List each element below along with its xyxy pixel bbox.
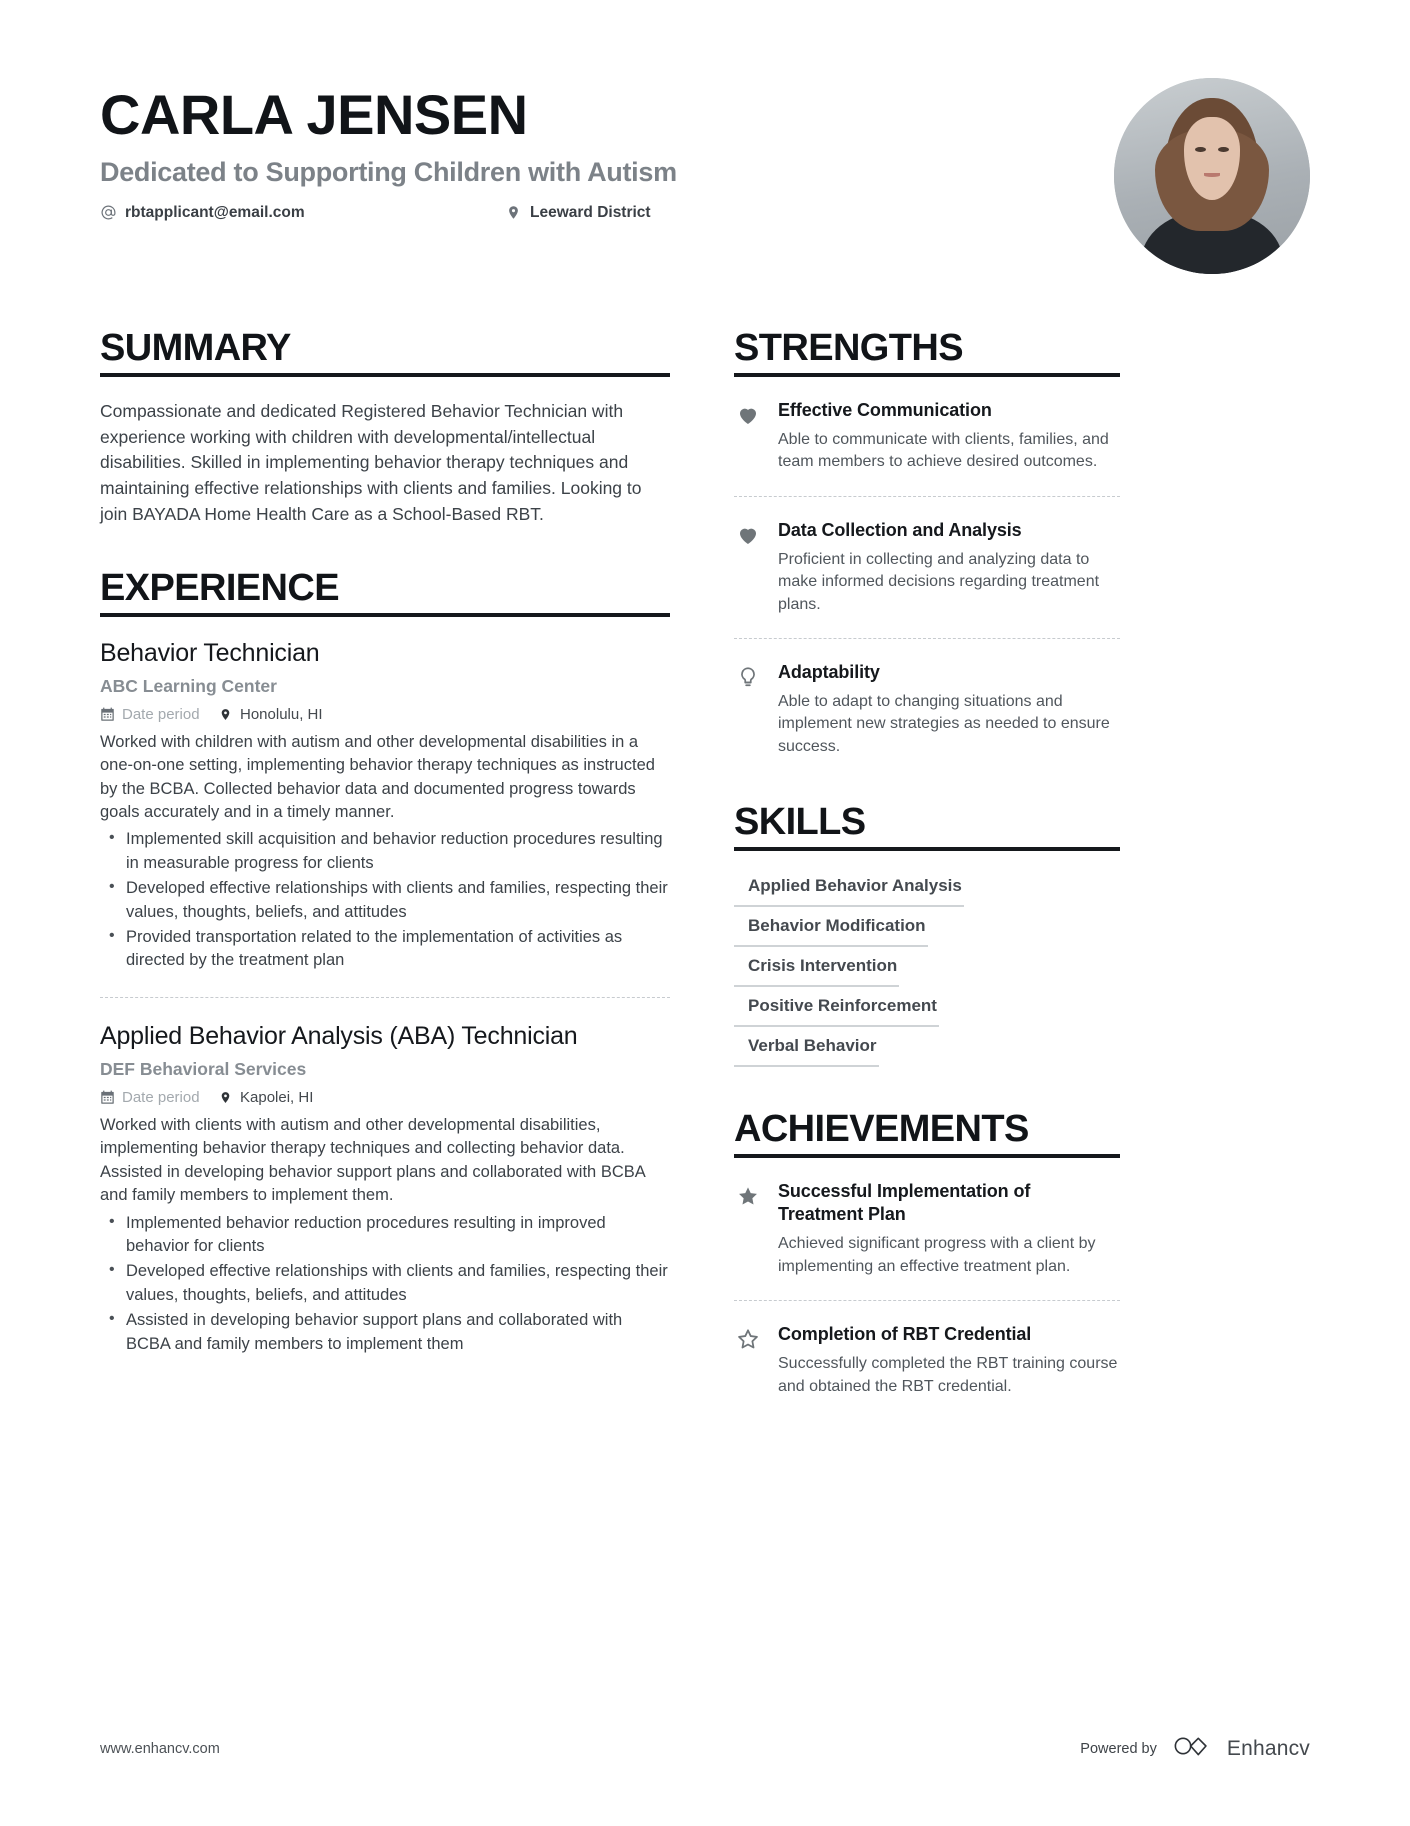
strength-title: Data Collection and Analysis: [778, 519, 1022, 540]
avatar-eye-right: [1218, 147, 1229, 152]
section-summary: [100, 328, 670, 528]
skill-tag: Positive Reinforcement: [734, 987, 939, 1027]
achievement-item: [734, 1158, 1120, 1278]
job-meta: [100, 706, 670, 723]
achievement-body: [778, 1180, 1120, 1278]
job-role: Applied Behavior Analysis (ABA) Technician: [100, 1021, 578, 1050]
enhancv-brand-name: Enhancv: [1226, 1736, 1310, 1760]
right-column: [734, 328, 1120, 1398]
strength-item: [734, 638, 1120, 758]
strength-body: [778, 519, 1120, 616]
skill-row: [734, 907, 1120, 947]
job-bullet: • Developed effective relationships with clients and families, respecting their values, thoughts, beliefs, and attitudes: [100, 1260, 670, 1307]
calendar-icon: [100, 707, 115, 722]
skill-row: [734, 867, 1120, 907]
header-headline: Dedicated to Supporting Children with Autism: [100, 156, 677, 187]
map-pin-icon: [218, 707, 233, 722]
job-bullet: • Implemented behavior reduction procedures resulting in improved behavior for clients: [100, 1212, 670, 1259]
summary-heading-rule: [100, 373, 670, 377]
experience-item: [100, 997, 670, 1356]
resume-header: [0, 0, 1410, 274]
strength-item: [734, 496, 1120, 616]
skills-list: [734, 867, 1120, 1067]
section-skills: [734, 802, 1120, 1067]
strength-title: Adaptability: [778, 662, 880, 683]
left-column: [100, 328, 670, 1398]
star-outline-icon: [734, 1325, 762, 1353]
resume-footer: [100, 1733, 1310, 1764]
summary-text: Compassionate and dedicated Registered Behavior Technician with experience working with children with developmental/intellectual disabilities. Skilled in implementing behavior therapy techniques and maintaining effective relationships with clients and families. Looking to join BAYADA Home Health Care as a School-Based RBT.: [100, 401, 642, 524]
job-description: Worked with children with autism and other developmental disabilities in a one-on-one setting, implementing behavior therapy techniques as instructed by the BCBA. Collected behavior data and documented progress towards goals accurately and in a timely manner.: [100, 732, 655, 821]
job-date-text: Date period: [122, 1088, 200, 1106]
strength-body: [778, 661, 1120, 758]
avatar-eye-left: [1195, 147, 1206, 152]
job-bullets: [100, 828, 670, 973]
job-location: [218, 1089, 313, 1106]
contact-row: [100, 204, 677, 222]
strength-desc: Able to adapt to changing situations and implement new strategies as needed to ensure success.: [778, 693, 1110, 755]
heart-icon: [734, 401, 762, 429]
achievement-title: Successful Implementation of Treatment Plan: [778, 1181, 1031, 1225]
strength-title: Effective Communication: [778, 400, 992, 421]
achievement-title: Completion of RBT Credential: [778, 1324, 1032, 1345]
avatar: [1114, 78, 1310, 274]
experience-item: [100, 617, 670, 973]
job-bullets: [100, 1212, 670, 1357]
achievement-body: [778, 1323, 1120, 1398]
powered-by-label: Powered by: [1080, 1740, 1157, 1757]
strengths-heading: STRENGTHS: [734, 327, 963, 369]
summary-heading: SUMMARY: [100, 327, 291, 369]
job-description: Worked with clients with autism and other developmental disabilities, implementing behavior therapy techniques and collecting behavior data. Assisted in developing behavior support plans and collaborated with BCBA and family members to implement them.: [100, 1115, 645, 1205]
skill-row: [734, 1027, 1120, 1067]
footer-brand-block: [1080, 1733, 1310, 1764]
skill-row: [734, 947, 1120, 987]
job-company: DEF Behavioral Services: [100, 1058, 307, 1079]
header-text-block: [100, 78, 677, 222]
skills-heading-rule: [734, 847, 1120, 851]
job-company: ABC Learning Center: [100, 675, 277, 696]
job-bullet: • Assisted in developing behavior support plans and collaborated with BCBA and family members to implement them: [100, 1309, 670, 1356]
heart-icon: [734, 521, 762, 549]
enhancv-logo-icon: [1173, 1733, 1215, 1764]
map-pin-icon: [218, 1090, 233, 1105]
achievements-heading: ACHIEVEMENTS: [734, 1108, 1029, 1151]
experience-heading: EXPERIENCE: [100, 566, 339, 609]
calendar-icon: [100, 1090, 115, 1105]
job-location-text: Honolulu, HI: [240, 705, 323, 723]
skill-tag: Applied Behavior Analysis: [734, 867, 964, 907]
lightbulb-icon: [734, 663, 762, 691]
contact-location-text: Leeward District: [530, 203, 651, 221]
resume-body: [0, 328, 1410, 1398]
contact-location: [505, 204, 651, 222]
map-pin-icon: [505, 204, 522, 221]
strength-desc: Able to communicate with clients, families, and team members to achieve desired outcomes.: [778, 431, 1109, 471]
job-date-text: Date period: [122, 705, 200, 723]
job-location-text: Kapolei, HI: [240, 1088, 314, 1106]
star-filled-icon: [734, 1182, 762, 1210]
job-date: [100, 1089, 218, 1106]
job-role: Behavior Technician: [100, 638, 320, 667]
skill-tag: Behavior Modification: [734, 907, 928, 947]
strength-item: [734, 377, 1120, 474]
skill-tag: Verbal Behavior: [734, 1027, 879, 1067]
section-experience: [100, 568, 670, 1356]
skill-row: [734, 987, 1120, 1027]
job-bullet: • Developed effective relationships with clients and families, respecting their values, thoughts, beliefs, and attitudes: [100, 877, 670, 924]
job-bullet: • Implemented skill acquisition and behavior reduction procedures resulting in measurable progress for clients: [100, 828, 670, 875]
enhancv-brand: [1173, 1733, 1310, 1764]
contact-email-text: rbtapplicant@email.com: [125, 203, 305, 221]
avatar-mouth: [1204, 173, 1220, 177]
page-title: CARLA JENSEN: [100, 83, 528, 146]
skill-tag: Crisis Intervention: [734, 947, 899, 987]
achievement-desc: Successfully completed the RBT training course and obtained the RBT credential.: [778, 1355, 1118, 1395]
strength-desc: Proficient in collecting and analyzing data to make informed decisions regarding treatment plans.: [778, 550, 1100, 613]
footer-url[interactable]: www.enhancv.com: [100, 1740, 220, 1757]
job-meta: [100, 1089, 670, 1106]
achievement-desc: Achieved significant progress with a client by implementing an effective treatment plan.: [778, 1235, 1096, 1275]
skills-heading: SKILLS: [734, 801, 866, 844]
strength-body: [778, 399, 1120, 474]
at-icon: [100, 204, 117, 221]
contact-email[interactable]: [100, 204, 505, 222]
job-location: [218, 706, 323, 723]
job-bullet: • Provided transportation related to the implementation of activities as directed by the treatment plan: [100, 926, 670, 973]
achievement-item: [734, 1300, 1120, 1398]
section-achievements: [734, 1109, 1120, 1398]
section-strengths: [734, 328, 1120, 758]
job-date: [100, 706, 218, 723]
